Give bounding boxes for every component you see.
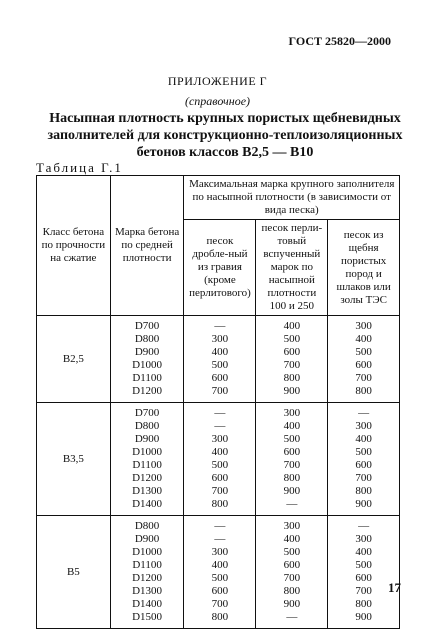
sand-porous-list [328,516,400,629]
cell-value: 900 [355,498,372,510]
cell-value: 300 [355,320,372,332]
cell-value: D1100 [132,372,162,384]
cell-value: 400 [283,320,301,332]
cell-value: D1400 [132,598,163,610]
cell-value: 600 [283,446,301,458]
cell-value: 600 [355,459,372,471]
cell-value: D1100 [132,559,162,571]
page-title: Насыпная плотность крупных пористых щебневидных заполнителей для конструкционно-теплоизоляционных бетонов классов В2,5 — В10 [47,111,403,160]
cell-value: 400 [283,420,301,432]
cell-value: 700 [283,359,301,371]
header-concrete-class: Класс бетона по прочности на сжатие [37,176,111,316]
cell-value: — [214,533,226,545]
density-mark-list [110,516,184,629]
cell-value: 300 [355,533,372,545]
cell-value: 700 [283,572,301,584]
cell-value: — [286,498,298,510]
cell-value: 800 [283,472,301,484]
cell-value: 500 [283,433,301,445]
concrete-class-cell: В2,5 [37,316,111,403]
cell-value: D1400 [132,498,163,510]
sand-porous-list [328,316,400,403]
cell-value: 700 [211,598,229,610]
cell-value: 500 [211,459,229,471]
cell-value: D900 [134,533,160,545]
density-table [36,175,400,629]
cell-value: D1200 [132,472,163,484]
sand-crushed-list [184,516,256,629]
cell-value: 500 [355,346,372,358]
cell-value: D1200 [132,385,163,397]
cell-value: 300 [211,433,229,445]
concrete-class-cell: В5 [37,516,111,629]
cell-value: 500 [355,446,372,458]
cell-value: 300 [355,420,372,432]
cell-value: 400 [211,446,229,458]
cell-value: D800 [134,333,160,345]
header-aggregate-group: Максимальная марка крупного заполнителя по насыпной плотности (в зависимости от вида песка) [184,176,400,220]
cell-value: 500 [211,359,229,371]
density-mark-list [110,316,184,403]
cell-value: — [286,611,298,623]
cell-value: D1300 [132,485,163,497]
cell-value: 300 [283,407,301,419]
header-density-mark: Марка бетона по средней плотности [110,176,184,316]
appendix-type: (справочное) [184,94,251,108]
cell-value: 800 [283,585,301,597]
page-number: 17 [388,580,401,595]
cell-value: 500 [211,572,229,584]
cell-value: 600 [355,572,372,584]
cell-value: D800 [134,520,160,532]
cell-value: 800 [211,498,229,510]
cell-value: 800 [355,485,372,497]
cell-value: 700 [211,485,229,497]
cell-value: D900 [134,433,160,445]
cell-value: 400 [211,559,229,571]
cell-value: 800 [283,372,301,384]
cell-value: 600 [283,559,301,571]
cell-value: 400 [355,546,372,558]
cell-value: 500 [283,333,301,345]
header-sand-crushed: песок дробле-ный из гравия (кроме перлитового) [184,220,256,316]
cell-value: 500 [355,559,372,571]
cell-value: 300 [283,520,301,532]
table-row [37,403,400,516]
document-code: ГОСТ 25820—2000 [288,34,391,48]
cell-value: 600 [355,359,372,371]
cell-value: — [214,407,226,419]
table-row [37,516,400,629]
cell-value: — [358,520,370,532]
cell-value: D900 [134,346,160,358]
cell-value: D1100 [132,459,162,471]
header-sand-perlite: песок перли-товый вспученный марок по насыпной плотности 100 и 250 [256,220,328,316]
cell-value: 700 [283,459,301,471]
cell-value: D800 [134,420,160,432]
cell-value: 400 [211,346,229,358]
sand-perlite-list [256,403,328,516]
appendix-heading: ПРИЛОЖЕНИЕ Г [167,74,268,88]
cell-value: 300 [211,546,229,558]
cell-value: D1000 [132,546,163,558]
cell-value: D1000 [132,359,163,371]
cell-value: 400 [355,433,372,445]
cell-value: 900 [355,611,372,623]
cell-value: 500 [283,546,301,558]
cell-value: D1000 [132,446,163,458]
cell-value: — [214,320,226,332]
cell-value: 400 [283,533,301,545]
cell-value: 600 [211,585,229,597]
cell-value: 800 [355,598,372,610]
concrete-class-cell: В3,5 [37,403,111,516]
cell-value: 700 [355,472,372,484]
cell-value: D1500 [132,611,163,623]
header-sand-porous: песок из щебня пористых пород и шлаков или золы ТЭС [328,220,400,316]
cell-value: 900 [283,385,301,397]
cell-value: 700 [355,585,372,597]
cell-value: D1200 [132,572,163,584]
cell-value: 900 [283,598,301,610]
cell-value: — [214,520,226,532]
cell-value: D1300 [132,585,163,597]
sand-perlite-list [256,516,328,629]
cell-value: 600 [211,472,229,484]
sand-crushed-list [184,403,256,516]
cell-value: 600 [283,346,301,358]
sand-crushed-list [184,316,256,403]
cell-value: 800 [355,385,372,397]
cell-value: 800 [211,611,229,623]
table-row [37,316,400,403]
density-mark-list [110,403,184,516]
sand-perlite-list [256,316,328,403]
cell-value: 700 [211,385,229,397]
cell-value: D700 [134,320,160,332]
sand-porous-list [328,403,400,516]
cell-value: 400 [355,333,372,345]
cell-value: — [214,420,226,432]
cell-value: — [358,407,370,419]
cell-value: D700 [134,407,160,419]
cell-value: 900 [283,485,301,497]
table-caption: Таблица Г.1 [36,160,123,175]
cell-value: 600 [211,372,229,384]
cell-value: 700 [355,372,372,384]
cell-value: 300 [211,333,229,345]
